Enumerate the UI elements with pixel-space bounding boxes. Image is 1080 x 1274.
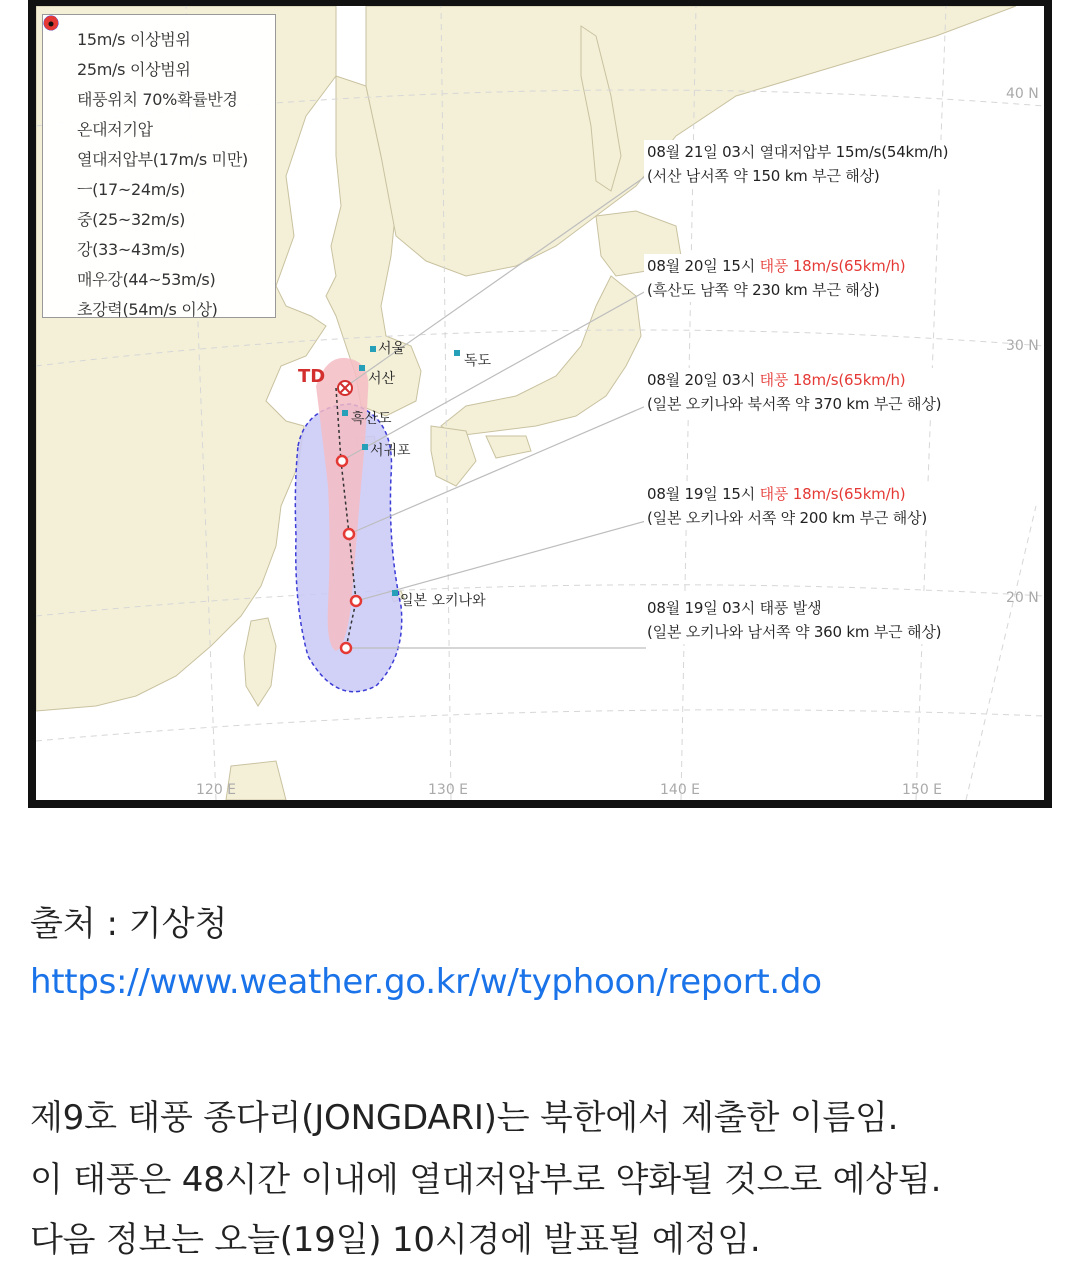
forecast-time-text: 08월 20일 15시 xyxy=(647,257,760,275)
place-seosan: 서산 xyxy=(368,371,396,387)
legend-item xyxy=(53,293,275,323)
legend-item xyxy=(53,23,275,53)
legend-label: 15m/s 이상범위 xyxy=(77,29,191,49)
tropical-depression-icon xyxy=(53,149,71,167)
paragraph-line: 제9호 태풍 종다리(JONGDARI)는 북한에서 제출한 이름임. xyxy=(30,1098,899,1138)
legend-label: 강(33~43m/s) xyxy=(77,239,186,259)
typhoon-track-map xyxy=(36,6,1044,800)
forecast-location-text: (흑산도 남쪽 약 230 km 부근 해상) xyxy=(647,281,880,299)
typhoon-medium-icon xyxy=(53,209,71,227)
extratropical-icon xyxy=(53,119,71,137)
typhoon-very-strong-icon xyxy=(53,269,71,287)
forecast-location-text: (서산 남서쪽 약 150 km 부근 해상) xyxy=(647,167,880,185)
forecast-callout xyxy=(644,368,944,416)
source-label: 출처 : 기상청 xyxy=(30,904,228,944)
legend-label: 열대저압부(17m/s 미만) xyxy=(77,149,248,169)
legend-label: 온대저기압 xyxy=(77,119,153,139)
legend-item xyxy=(53,203,275,233)
range-15-icon xyxy=(53,29,71,47)
legend-item xyxy=(53,53,275,83)
lat-label: 40 N xyxy=(1006,86,1039,102)
source-link[interactable]: https://www.weather.go.kr/w/typhoon/report.do xyxy=(30,962,822,1002)
td-marker-icon xyxy=(338,381,352,395)
typhoon-map-frame xyxy=(28,0,1052,808)
typhoon-super-icon xyxy=(53,299,71,317)
place-seoul: 서울 xyxy=(378,341,406,357)
forecast-location-text: (일본 오키나와 서쪽 약 200 km 부근 해상) xyxy=(647,509,927,527)
lon-label: 120 E xyxy=(196,782,237,798)
map-legend xyxy=(42,14,276,318)
forecast-time-text: 08월 19일 03시 태풍 발생 xyxy=(647,599,822,617)
paragraph-line: 이 태풍은 48시간 이내에 열대저압부로 약화될 것으로 예상됨. xyxy=(30,1160,942,1200)
forecast-callout xyxy=(644,254,908,302)
legend-item xyxy=(53,113,275,143)
lat-label: 30 N xyxy=(1006,338,1039,354)
legend-item xyxy=(53,173,275,203)
paragraph-line: 다음 정보는 오늘(19일) 10시경에 발표될 예정임. xyxy=(30,1220,761,1260)
forecast-location-text: (일본 오키나와 남서쪽 약 360 km 부근 해상) xyxy=(647,623,942,641)
legend-item xyxy=(53,263,275,293)
place-heuksando: 흑산도 xyxy=(351,411,392,427)
legend-item xyxy=(53,233,275,263)
place-dokdo: 독도 xyxy=(464,353,492,369)
legend-label: 25m/s 이상범위 xyxy=(77,59,191,79)
place-seogwipo: 서귀포 xyxy=(370,443,411,459)
forecast-callout xyxy=(644,140,951,188)
lon-label: 130 E xyxy=(428,782,469,798)
forecast-time-text: 08월 21일 03시 열대저압부 15m/s(54km/h) xyxy=(647,143,949,161)
prob-radius-icon xyxy=(53,89,71,107)
legend-item xyxy=(53,143,275,173)
td-label: TD xyxy=(298,366,326,387)
legend-label: 중(25~32m/s) xyxy=(77,209,186,229)
place-okinawa: 일본 오키나와 xyxy=(400,593,486,609)
lon-label: 140 E xyxy=(660,782,701,798)
lon-label: 150 E xyxy=(902,782,943,798)
legend-label: 초강력(54m/s 이상) xyxy=(77,299,218,319)
legend-label: 매우강(44~53m/s) xyxy=(77,269,216,289)
forecast-location-text: (일본 오키나와 북서쪽 약 370 km 부근 해상) xyxy=(647,395,942,413)
legend-label: ㅡ(17~24m/s) xyxy=(77,179,186,199)
forecast-callout xyxy=(644,482,930,530)
forecast-intensity-text: 태풍 18m/s(65km/h) xyxy=(759,371,906,389)
forecast-intensity-text: 태풍 18m/s(65km/h) xyxy=(759,257,906,275)
legend-item xyxy=(53,83,275,113)
typhoon-strong-icon xyxy=(53,239,71,257)
forecast-intensity-text: 태풍 18m/s(65km/h) xyxy=(759,485,906,503)
range-25-icon xyxy=(53,59,71,77)
legend-label: 태풍위치 70%확률반경 xyxy=(77,89,238,109)
typhoon-weak-icon xyxy=(53,179,71,197)
forecast-time-text: 08월 19일 15시 xyxy=(647,485,760,503)
forecast-time-text: 08월 20일 03시 xyxy=(647,371,760,389)
lat-label: 20 N xyxy=(1006,590,1039,606)
forecast-callout xyxy=(644,596,944,644)
